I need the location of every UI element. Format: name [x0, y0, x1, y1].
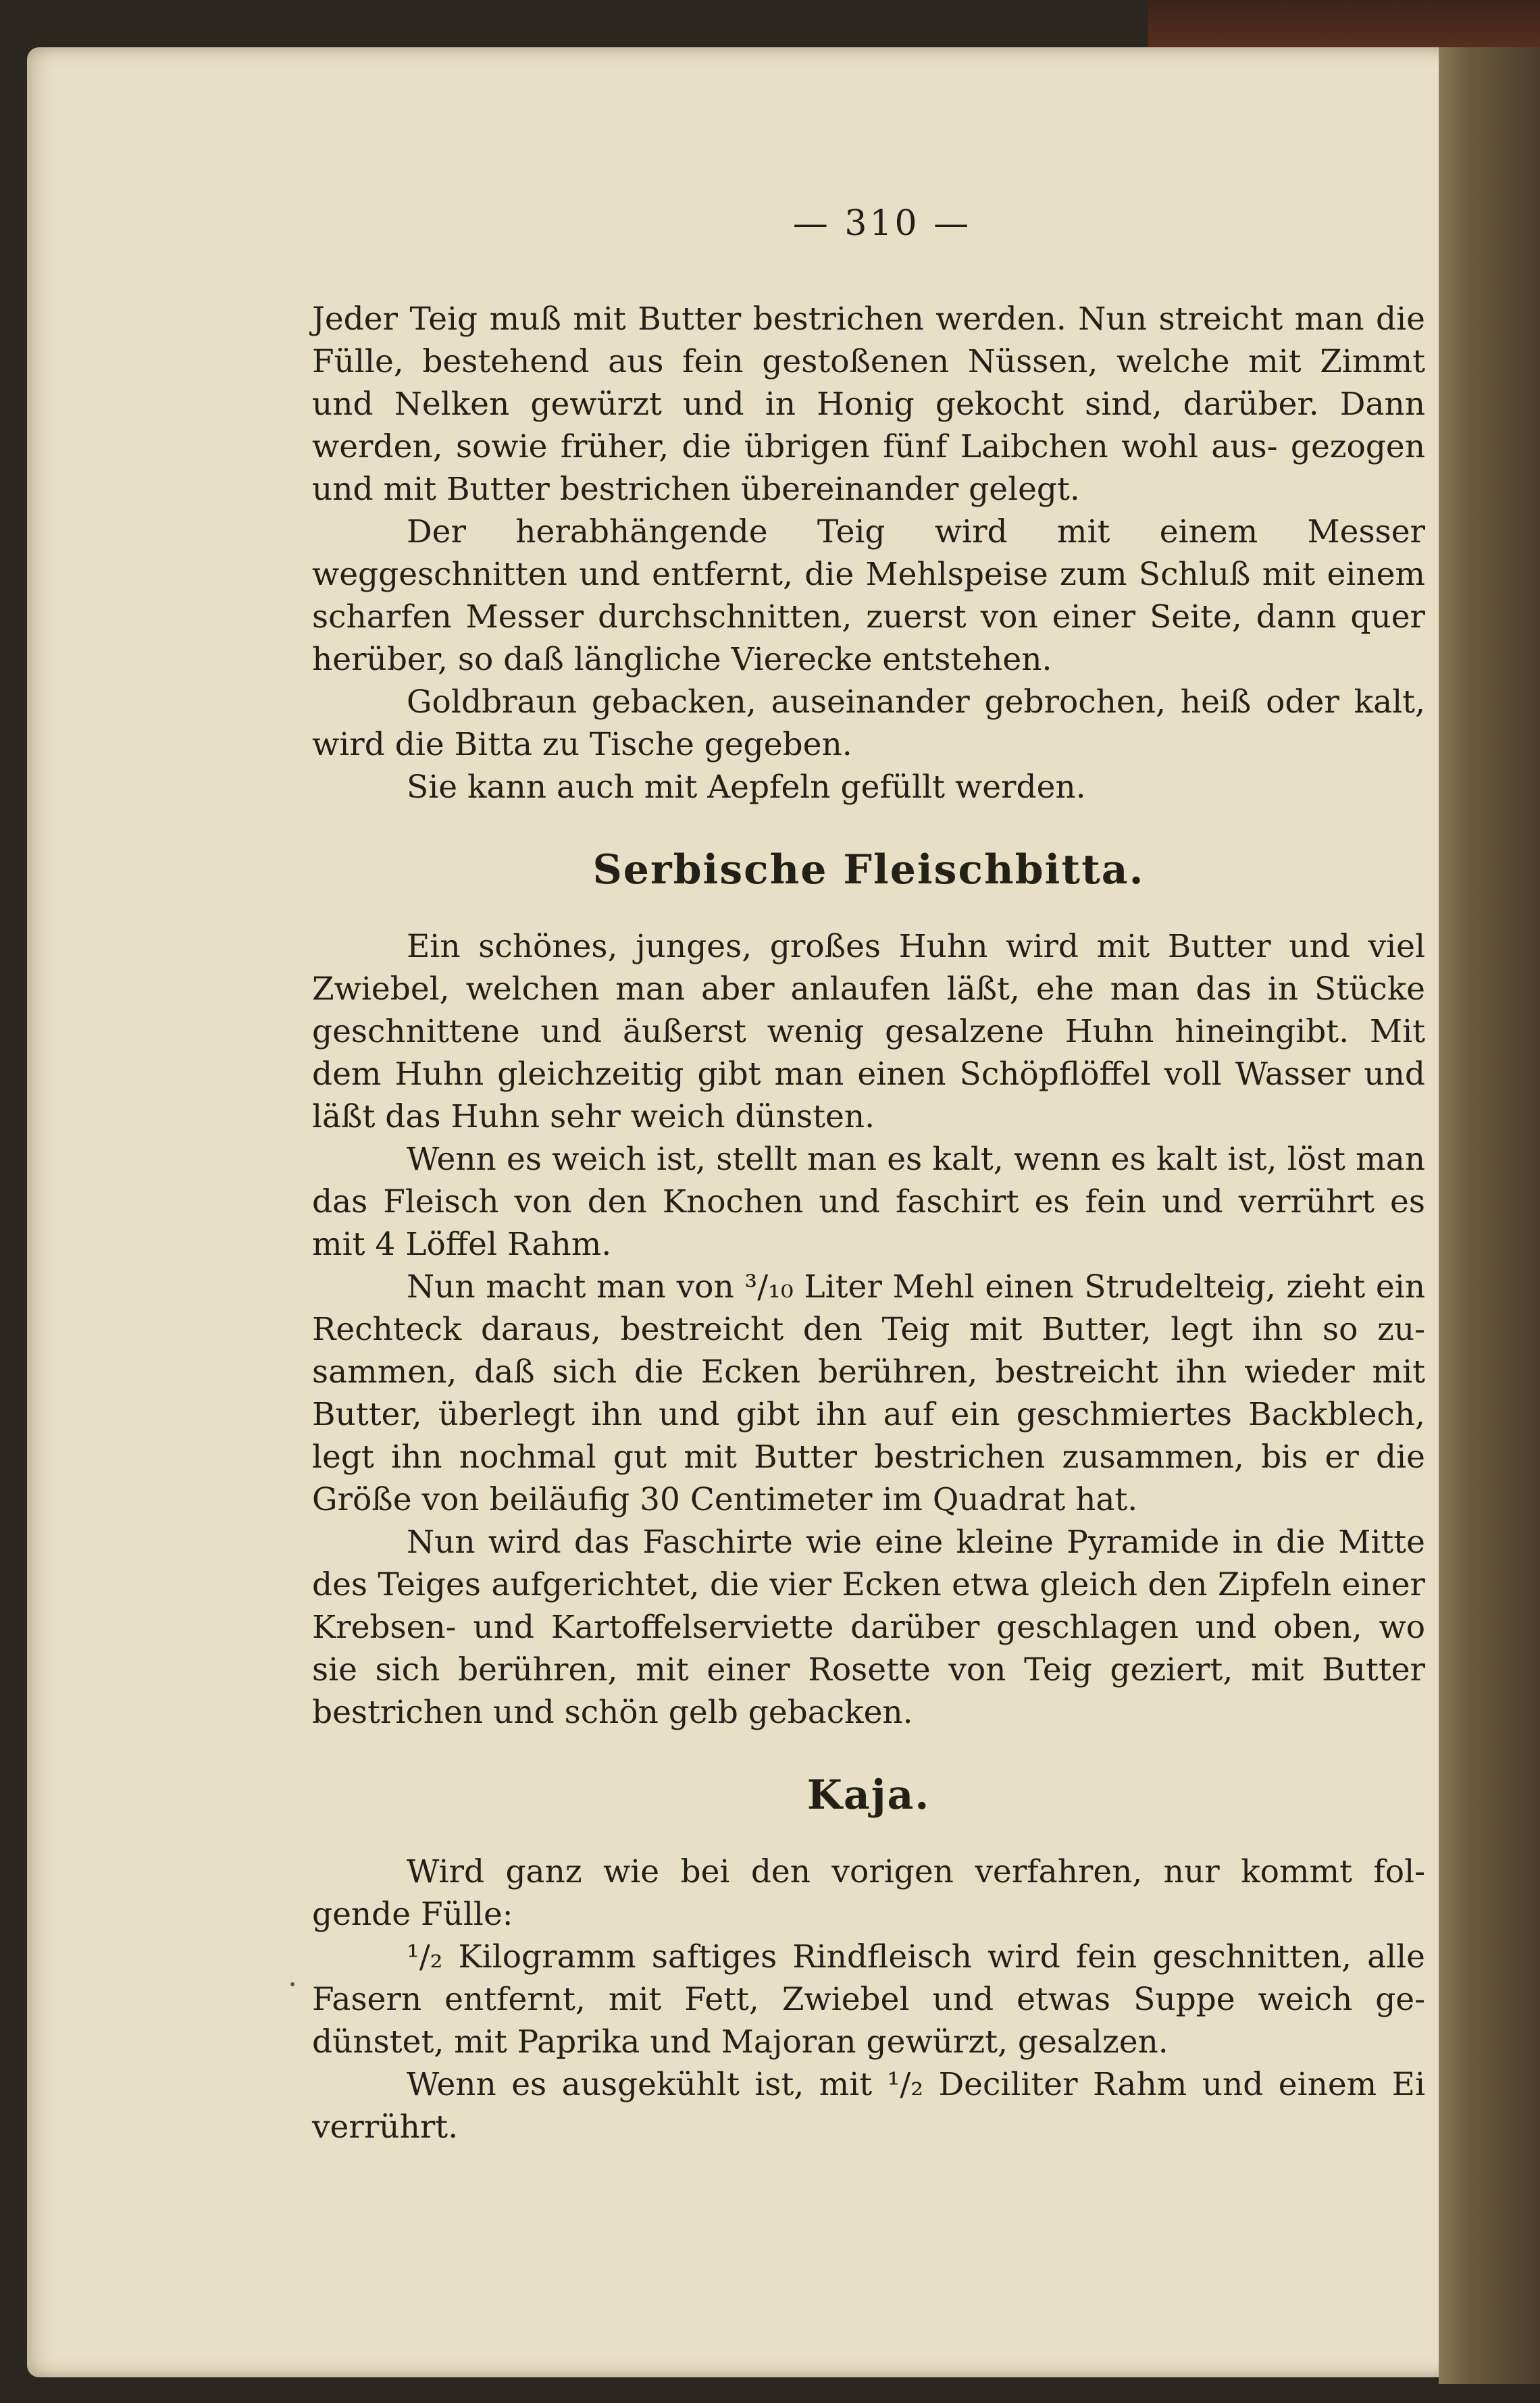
- paragraph: Ein schönes, junges, großes Huhn wird mit Butter und viel Zwiebel, welchen man aber anlaufen läßt, ehe man das in Stücke geschnittene und äußerst wenig gesalzene Huhn hineingibt. Mit dem Huhn gleichzeitig gibt man einen Schöpflöffel voll Wasser und läßt das Huhn sehr weich dünsten.: [312, 928, 1425, 1135]
- section-heading: Serbische Fleischbitta.: [592, 846, 1145, 894]
- ink-speck: [290, 1982, 294, 1986]
- paragraph: Sie kann auch mit Aepfeln gefüllt werden.: [407, 769, 1086, 806]
- paragraph: Der herabhängende Teig wird mit einem Messer weggeschnitten und entfernt, die Mehlspeise zum Schluß mit einem scharfen Messer durchschnitten, zuerst von einer Seite, dann quer herüber, so daß längliche Vierecke entstehen.: [312, 513, 1425, 678]
- page-fore-edge: [1439, 47, 1540, 2384]
- paragraph: Wird ganz wie bei den vorigen verfahren, nur kommt fol- gende Fülle:: [312, 1853, 1425, 1933]
- paragraph: Goldbraun gebacken, auseinander gebrochen, heiß oder kalt, wird die Bitta zu Tische gegeben.: [312, 683, 1425, 763]
- page-number: — 310 —: [792, 203, 972, 244]
- book-edge: [1148, 0, 1540, 54]
- paragraph: Jeder Teig muß mit Butter bestrichen werden. Nun streicht man die Fülle, bestehend aus fein gestoßenen Nüssen, welche mit Zimmt und Nelken gewürzt und in Honig gekocht sind, darüber. Dann werden, sowie früher, die übrigen fünf Laibchen wohl aus- gezogen und mit Butter bestrichen übereinander gelegt.: [312, 301, 1425, 508]
- paragraph: Wenn es ausgekühlt ist, mit ¹/₂ Deciliter Rahm und einem Ei verrührt.: [312, 2066, 1425, 2146]
- paragraph: Nun macht man von ³/₁₀ Liter Mehl einen Strudelteig, zieht ein Rechteck daraus, bestreicht den Teig mit Butter, legt ihn so zu- sammen, daß sich die Ecken berühren, bestreicht ihn wieder mit Butter, überlegt ihn und gibt ihn auf ein geschmiertes Backblech, legt ihn nochmal gut mit Butter bestrichen zusammen, bis er die Größe von beiläufig 30 Centimeter im Quadrat hat.: [312, 1268, 1425, 1518]
- paragraph: Wenn es weich ist, stellt man es kalt, wenn es kalt ist, löst man das Fleisch von den Knochen und faschirt es fein und verrührt es mit 4 Löffel Rahm.: [312, 1141, 1425, 1263]
- page-content: [312, 203, 1425, 2148]
- section-heading: Kaja.: [806, 1772, 931, 1819]
- paragraph: Nun wird das Faschirte wie eine kleine Pyramide in die Mitte des Teiges aufgerichtet, die vier Ecken etwa gleich den Zipfeln einer Krebsen- und Kartoffelserviette darüber geschlagen und oben, wo sie sich berühren, mit einer Rosette von Teig geziert, mit Butter bestrichen und schön gelb gebacken.: [312, 1524, 1425, 1731]
- paragraph: ¹/₂ Kilogramm saftiges Rindfleisch wird fein geschnitten, alle Fasern entfernt, mit Fett, Zwiebel und etwas Suppe weich ge- dünstet, mit Paprika und Majoran gewürzt, gesalzen.: [312, 1938, 1425, 2061]
